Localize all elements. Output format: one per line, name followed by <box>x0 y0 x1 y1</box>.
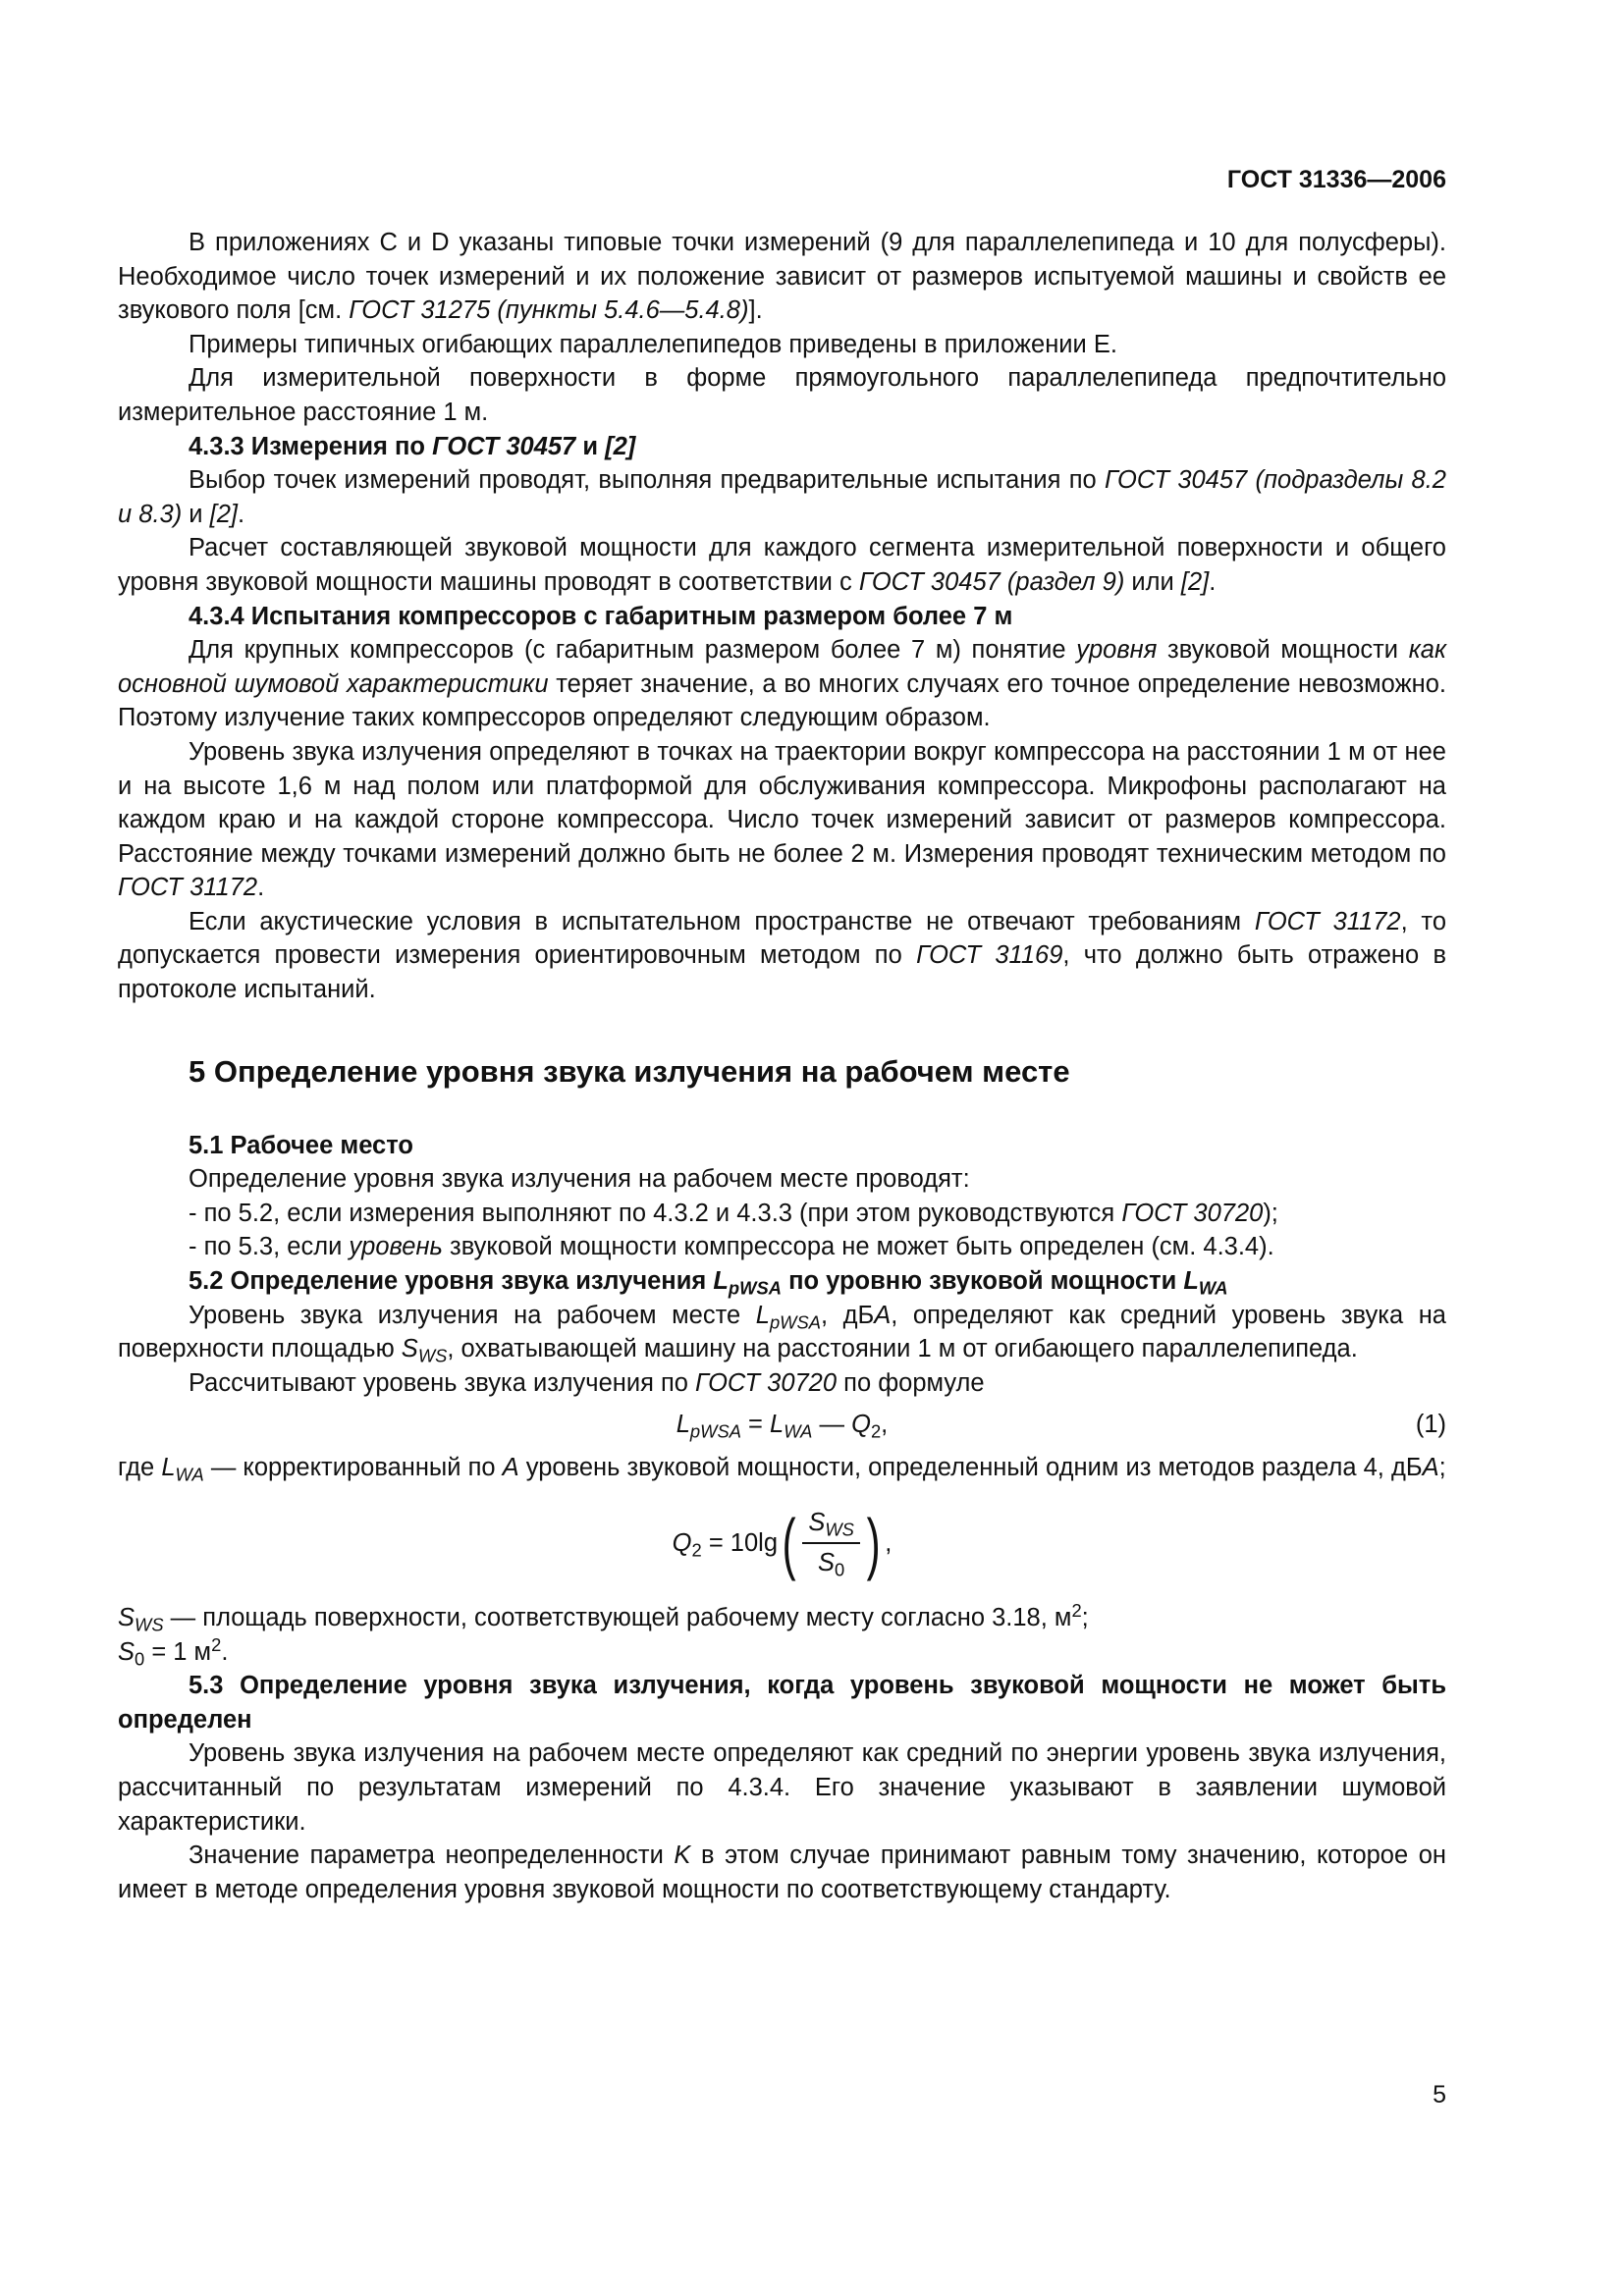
equation-formula: $L_{pWSA} = L_{WA}$ — $Q_2$, <box>676 1411 889 1442</box>
paragraph: Уровень звука излучения на рабочем месте $L_{pWSA}$, дБА, определяют как средний уровень звука на поверхности площадью $S_{WS}$, охватывающей машину на расстоянии 1 м от огибающего параллелепипеда. <box>118 1301 1446 1366</box>
list-item: - по 5.2, если измерения выполняют по 4.3.2 и 4.3.3 (при этом руководствуются ГОСТ 30720); <box>189 1199 1278 1227</box>
equation-1 <box>118 1400 1446 1451</box>
list-item: - по 5.3, если уровень звуковой мощности компрессора не может быть определен (см. 4.3.4). <box>189 1233 1274 1261</box>
section-heading-4-3-3: 4.3.3 Измерения по ГОСТ 30457 и [2] <box>189 432 636 460</box>
equation-q2: $Q_2 = 10\lg$ ( $\frac{S_{WS}}{S_0}$ ) , <box>672 1505 893 1581</box>
section-heading-5-1: 5.1 Рабочее место <box>189 1131 413 1159</box>
equation-number: (1) <box>1415 1411 1446 1439</box>
section-title-5: 5 Определение уровня звука излучения на рабочем месте <box>189 1053 1070 1089</box>
paragraph: Значение параметра неопределенности K в этом случае принимают равным тому значению, которое он имеет в методе определения уровня звуковой мощности по соответствующему стандарту. <box>118 1842 1447 1903</box>
paragraph: Для крупных компрессоров (с габаритным размером более 7 м) понятие уровня звуковой мощности как основной шумовой характеристики теряет значение, а во многих случаях его точное определение невозможно. Поэтому излучение таких компрессоров определяют следующим образом. <box>118 636 1447 732</box>
definition-s0: $S_0 = 1$ $м^2$. <box>118 1633 229 1670</box>
document-body <box>118 226 1446 1906</box>
section-heading-5-2: 5.2 Определение уровня звука излучения $L_{pWSA}$ по уровню звуковой мощности $L_{WA}$ <box>189 1267 1228 1299</box>
paragraph: Уровень звука излучения определяют в точках на траектории вокруг компрессора на расстоянии 1 м от нее и на высоте 1,6 м над полом или платформой для обслуживания компрессора. Микрофоны располагают на каждом краю и на каждой стороне компрессора. Число точек измерений зависит от размеров компрессора. Расстояние между точками измерений должно быть не более 2 м. Измерения проводят техническим методом по ГОСТ 31172. <box>118 737 1446 902</box>
paragraph: В приложениях С и D указаны типовые точки измерений (9 для параллелепипеда и 10 для полусферы). Необходимое число точек измерений и их положение зависит от размеров испытуемой машины и свойств ее звукового поля [см. ГОСТ 31275 (пункты 5.4.6—5.4.8)]. <box>118 229 1446 325</box>
paragraph: Определение уровня звука излучения на рабочем месте проводят: <box>189 1165 970 1194</box>
standard-number: ГОСТ 31336—2006 <box>1226 166 1446 193</box>
paragraph: Расчет составляющей звуковой мощности для каждого сегмента измерительной поверхности и общего уровня звуковой мощности машины проводят в соответствии с ГОСТ 30457 (раздел 9) или [2]. <box>118 534 1446 596</box>
paragraph: Рассчитывают уровень звука излучения по ГОСТ 30720 по формуле <box>189 1368 985 1397</box>
section-heading-5-3: 5.3 Определение уровня звука излучения, когда уровень звуковой мощности не может быть определен <box>118 1672 1446 1734</box>
paragraph: Уровень звука излучения на рабочем месте определяют как средний по энергии уровень звука излучения, рассчитанный по результатам измерений по 4.3.4. Его значение указывают в заявлении шумовой характеристики. <box>118 1739 1446 1836</box>
paragraph: Для измерительной поверхности в форме прямоугольного параллелепипеда предпочтительно измерительное расстояние 1 м. <box>118 364 1446 426</box>
where-clause: где $L_{WA}$ — корректированный по А уровень звуковой мощности, определенный одним из методов раздела 4, дБА; <box>118 1454 1446 1485</box>
definition-sws: $S_{WS}$ — площадь поверхности, соответствующей рабочему месту согласно 3.18, $м^2$; <box>118 1599 1089 1635</box>
paragraph: Если акустические условия в испытательном пространстве не отвечают требованиям ГОСТ 31172, то допускается провести измерения ориентировочным методом по ГОСТ 31169, что должно быть отражено в протоколе испытаний. <box>118 907 1446 1004</box>
page-number: 5 <box>1433 2081 1446 2109</box>
fraction: $\frac{S_{WS}}{S_0}$ <box>802 1506 860 1579</box>
paragraph: Выбор точек измерений проводят, выполняя предварительные испытания по ГОСТ 30457 (подразделы 8.2 и 8.3) и [2]. <box>118 466 1446 528</box>
section-heading-4-3-4: 4.3.4 Испытания компрессоров с габаритным размером более 7 м <box>189 602 1013 630</box>
paragraph: Примеры типичных огибающих параллелепипедов приведены в приложении Е. <box>189 330 1117 358</box>
